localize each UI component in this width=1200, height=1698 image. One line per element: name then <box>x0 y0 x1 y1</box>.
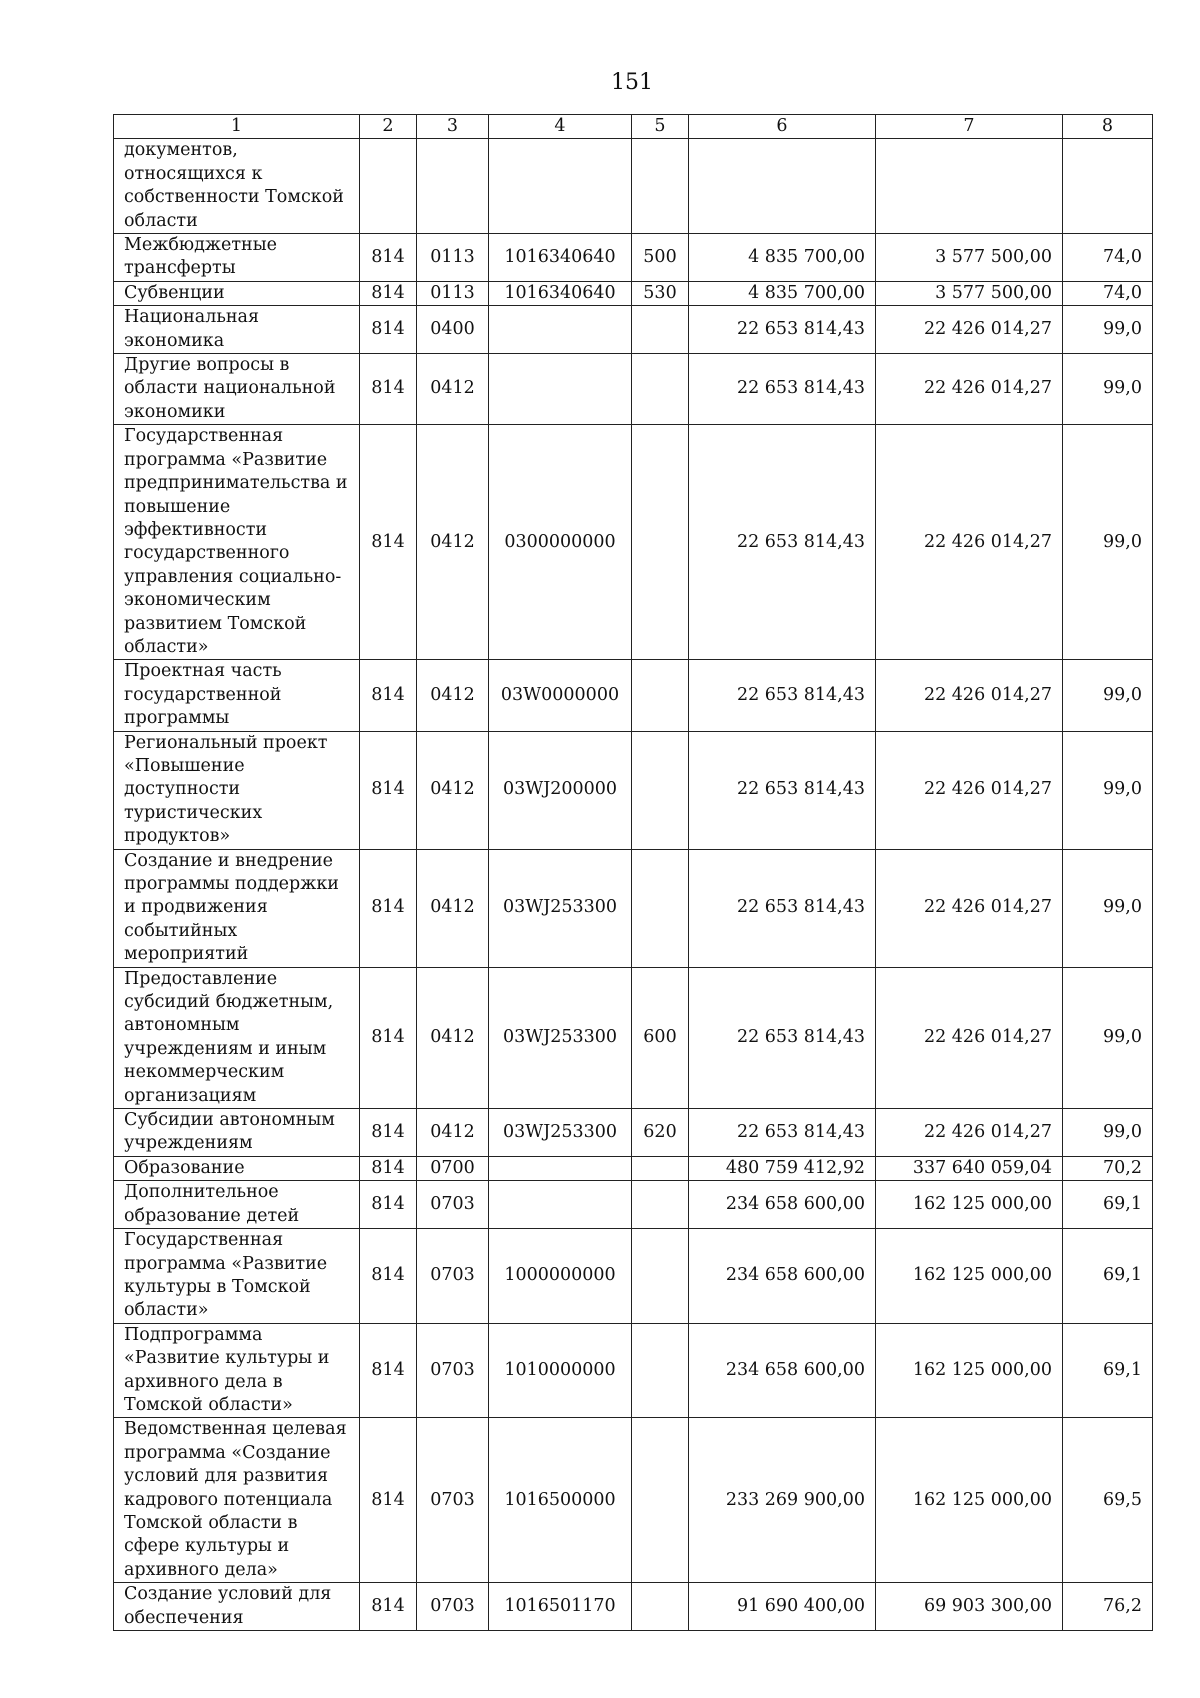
expense-type-cell: 500 <box>632 234 689 282</box>
column-header: 3 <box>417 115 489 139</box>
admin-code-cell: 814 <box>360 1418 417 1583</box>
target-article-cell: 03WJ253300 <box>489 849 632 967</box>
admin-code-cell: 814 <box>360 306 417 354</box>
executed-amount-cell <box>876 139 1063 234</box>
execution-percent-cell: 99,0 <box>1063 731 1153 849</box>
section-code-cell: 0113 <box>417 281 489 305</box>
table-row <box>114 660 1153 731</box>
planned-amount-cell: 234 658 600,00 <box>689 1323 876 1418</box>
executed-amount-cell: 69 903 300,00 <box>876 1583 1063 1631</box>
execution-percent-cell: 99,0 <box>1063 967 1153 1108</box>
admin-code-cell: 814 <box>360 1229 417 1324</box>
execution-percent-cell: 99,0 <box>1063 354 1153 425</box>
row-name-cell: Образование <box>114 1156 360 1180</box>
expense-type-cell <box>632 425 689 660</box>
executed-amount-cell: 162 125 000,00 <box>876 1323 1063 1418</box>
planned-amount-cell: 4 835 700,00 <box>689 234 876 282</box>
planned-amount-cell: 22 653 814,43 <box>689 967 876 1108</box>
execution-percent-cell: 99,0 <box>1063 425 1153 660</box>
row-name-cell: Подпрограмма «Развитие культуры и архивного дела в Томской области» <box>114 1323 360 1418</box>
target-article-cell: 03WJ253300 <box>489 1109 632 1157</box>
expense-type-cell <box>632 1181 689 1229</box>
section-code-cell: 0412 <box>417 731 489 849</box>
expense-type-cell <box>632 849 689 967</box>
section-code-cell <box>417 139 489 234</box>
expense-type-cell: 600 <box>632 967 689 1108</box>
admin-code-cell: 814 <box>360 281 417 305</box>
header-row <box>114 115 1153 139</box>
row-name-cell: Региональный проект «Повышение доступности туристических продуктов» <box>114 731 360 849</box>
target-article-cell: 1016340640 <box>489 234 632 282</box>
expense-type-cell <box>632 731 689 849</box>
executed-amount-cell: 22 426 014,27 <box>876 354 1063 425</box>
expense-type-cell <box>632 1229 689 1324</box>
row-name-cell: Субвенции <box>114 281 360 305</box>
executed-amount-cell: 22 426 014,27 <box>876 849 1063 967</box>
execution-percent-cell: 70,2 <box>1063 1156 1153 1180</box>
table-row <box>114 234 1153 282</box>
executed-amount-cell: 162 125 000,00 <box>876 1418 1063 1583</box>
section-code-cell: 0703 <box>417 1583 489 1631</box>
expense-type-cell <box>632 306 689 354</box>
planned-amount-cell: 22 653 814,43 <box>689 306 876 354</box>
planned-amount-cell: 233 269 900,00 <box>689 1418 876 1583</box>
expense-type-cell <box>632 354 689 425</box>
admin-code-cell: 814 <box>360 849 417 967</box>
table-row <box>114 1583 1153 1631</box>
table-row <box>114 849 1153 967</box>
row-name-cell: Создание и внедрение программы поддержки и продвижения событийных мероприятий <box>114 849 360 967</box>
table-row <box>114 1109 1153 1157</box>
admin-code-cell <box>360 139 417 234</box>
execution-percent-cell: 99,0 <box>1063 1109 1153 1157</box>
target-article-cell: 03W0000000 <box>489 660 632 731</box>
table-row <box>114 306 1153 354</box>
row-name-cell: Проектная часть государственной программы <box>114 660 360 731</box>
admin-code-cell: 814 <box>360 1109 417 1157</box>
expense-type-cell <box>632 1418 689 1583</box>
executed-amount-cell: 22 426 014,27 <box>876 660 1063 731</box>
table-row <box>114 139 1153 234</box>
admin-code-cell: 814 <box>360 1156 417 1180</box>
section-code-cell: 0113 <box>417 234 489 282</box>
row-name-cell: Межбюджетные трансферты <box>114 234 360 282</box>
executed-amount-cell: 162 125 000,00 <box>876 1229 1063 1324</box>
table-body <box>114 115 1153 1631</box>
target-article-cell: 1010000000 <box>489 1323 632 1418</box>
row-name-cell: Ведомственная целевая программа «Создание условий для развития кадрового потенциала Томской области в сфере культуры и архивного дела» <box>114 1418 360 1583</box>
row-name-cell: Создание условий для обеспечения <box>114 1583 360 1631</box>
row-name-cell: Субсидии автономным учреждениям <box>114 1109 360 1157</box>
section-code-cell: 0412 <box>417 660 489 731</box>
table-row <box>114 1323 1153 1418</box>
section-code-cell: 0412 <box>417 1109 489 1157</box>
planned-amount-cell: 22 653 814,43 <box>689 731 876 849</box>
table-row <box>114 967 1153 1108</box>
column-header: 6 <box>689 115 876 139</box>
page-number: 151 <box>611 70 653 95</box>
section-code-cell: 0400 <box>417 306 489 354</box>
planned-amount-cell: 22 653 814,43 <box>689 660 876 731</box>
expense-type-cell: 530 <box>632 281 689 305</box>
row-name-cell: Государственная программа «Развитие культуры в Томской области» <box>114 1229 360 1324</box>
admin-code-cell: 814 <box>360 425 417 660</box>
executed-amount-cell: 22 426 014,27 <box>876 1109 1063 1157</box>
section-code-cell: 0412 <box>417 849 489 967</box>
planned-amount-cell: 234 658 600,00 <box>689 1181 876 1229</box>
executed-amount-cell: 3 577 500,00 <box>876 281 1063 305</box>
admin-code-cell: 814 <box>360 660 417 731</box>
executed-amount-cell: 337 640 059,04 <box>876 1156 1063 1180</box>
executed-amount-cell: 3 577 500,00 <box>876 234 1063 282</box>
row-name-cell: Национальная экономика <box>114 306 360 354</box>
target-article-cell: 1000000000 <box>489 1229 632 1324</box>
row-name-cell: Другие вопросы в области национальной экономики <box>114 354 360 425</box>
section-code-cell: 0412 <box>417 354 489 425</box>
planned-amount-cell: 234 658 600,00 <box>689 1229 876 1324</box>
target-article-cell <box>489 139 632 234</box>
execution-percent-cell: 69,5 <box>1063 1418 1153 1583</box>
table-row <box>114 425 1153 660</box>
column-header: 2 <box>360 115 417 139</box>
target-article-cell: 03WJ253300 <box>489 967 632 1108</box>
admin-code-cell: 814 <box>360 1323 417 1418</box>
expense-type-cell <box>632 660 689 731</box>
execution-percent-cell: 69,1 <box>1063 1229 1153 1324</box>
target-article-cell: 1016501170 <box>489 1583 632 1631</box>
column-header: 5 <box>632 115 689 139</box>
expense-type-cell: 620 <box>632 1109 689 1157</box>
row-name-cell: Государственная программа «Развитие предпринимательства и повышение эффективности государственного управления социально-экономическим развитием Томской области» <box>114 425 360 660</box>
section-code-cell: 0703 <box>417 1418 489 1583</box>
execution-percent-cell: 69,1 <box>1063 1323 1153 1418</box>
section-code-cell: 0703 <box>417 1229 489 1324</box>
target-article-cell <box>489 354 632 425</box>
target-article-cell <box>489 306 632 354</box>
section-code-cell: 0700 <box>417 1156 489 1180</box>
execution-percent-cell: 74,0 <box>1063 281 1153 305</box>
expense-type-cell <box>632 139 689 234</box>
admin-code-cell: 814 <box>360 1181 417 1229</box>
table-row <box>114 1418 1153 1583</box>
expense-type-cell <box>632 1156 689 1180</box>
executed-amount-cell: 22 426 014,27 <box>876 425 1063 660</box>
executed-amount-cell: 162 125 000,00 <box>876 1181 1063 1229</box>
execution-percent-cell: 76,2 <box>1063 1583 1153 1631</box>
column-header: 8 <box>1063 115 1153 139</box>
row-name-cell: Дополнительное образование детей <box>114 1181 360 1229</box>
table-row <box>114 731 1153 849</box>
admin-code-cell: 814 <box>360 967 417 1108</box>
column-header: 7 <box>876 115 1063 139</box>
budget-table <box>113 114 1153 1631</box>
admin-code-cell: 814 <box>360 354 417 425</box>
planned-amount-cell: 91 690 400,00 <box>689 1583 876 1631</box>
target-article-cell: 03WJ200000 <box>489 731 632 849</box>
section-code-cell: 0703 <box>417 1323 489 1418</box>
admin-code-cell: 814 <box>360 731 417 849</box>
planned-amount-cell: 4 835 700,00 <box>689 281 876 305</box>
column-header: 4 <box>489 115 632 139</box>
execution-percent-cell: 69,1 <box>1063 1181 1153 1229</box>
execution-percent-cell: 99,0 <box>1063 660 1153 731</box>
expense-type-cell <box>632 1323 689 1418</box>
execution-percent-cell: 99,0 <box>1063 306 1153 354</box>
table-row <box>114 281 1153 305</box>
table-row <box>114 1229 1153 1324</box>
target-article-cell: 1016340640 <box>489 281 632 305</box>
executed-amount-cell: 22 426 014,27 <box>876 306 1063 354</box>
planned-amount-cell: 22 653 814,43 <box>689 849 876 967</box>
executed-amount-cell: 22 426 014,27 <box>876 967 1063 1108</box>
planned-amount-cell: 22 653 814,43 <box>689 425 876 660</box>
execution-percent-cell <box>1063 139 1153 234</box>
planned-amount-cell: 22 653 814,43 <box>689 1109 876 1157</box>
section-code-cell: 0703 <box>417 1181 489 1229</box>
table-row <box>114 1156 1153 1180</box>
planned-amount-cell: 22 653 814,43 <box>689 354 876 425</box>
planned-amount-cell <box>689 139 876 234</box>
target-article-cell <box>489 1156 632 1180</box>
admin-code-cell: 814 <box>360 1583 417 1631</box>
table-row <box>114 354 1153 425</box>
planned-amount-cell: 480 759 412,92 <box>689 1156 876 1180</box>
column-header: 1 <box>114 115 360 139</box>
execution-percent-cell: 74,0 <box>1063 234 1153 282</box>
target-article-cell: 0300000000 <box>489 425 632 660</box>
executed-amount-cell: 22 426 014,27 <box>876 731 1063 849</box>
target-article-cell <box>489 1181 632 1229</box>
execution-percent-cell: 99,0 <box>1063 849 1153 967</box>
table-row <box>114 1181 1153 1229</box>
section-code-cell: 0412 <box>417 967 489 1108</box>
row-name-cell: Предоставление субсидий бюджетным, автономным учреждениям и иным некоммерческим организациям <box>114 967 360 1108</box>
target-article-cell: 1016500000 <box>489 1418 632 1583</box>
row-name-cell: документов, относящихся к собственности Томской области <box>114 139 360 234</box>
admin-code-cell: 814 <box>360 234 417 282</box>
section-code-cell: 0412 <box>417 425 489 660</box>
expense-type-cell <box>632 1583 689 1631</box>
